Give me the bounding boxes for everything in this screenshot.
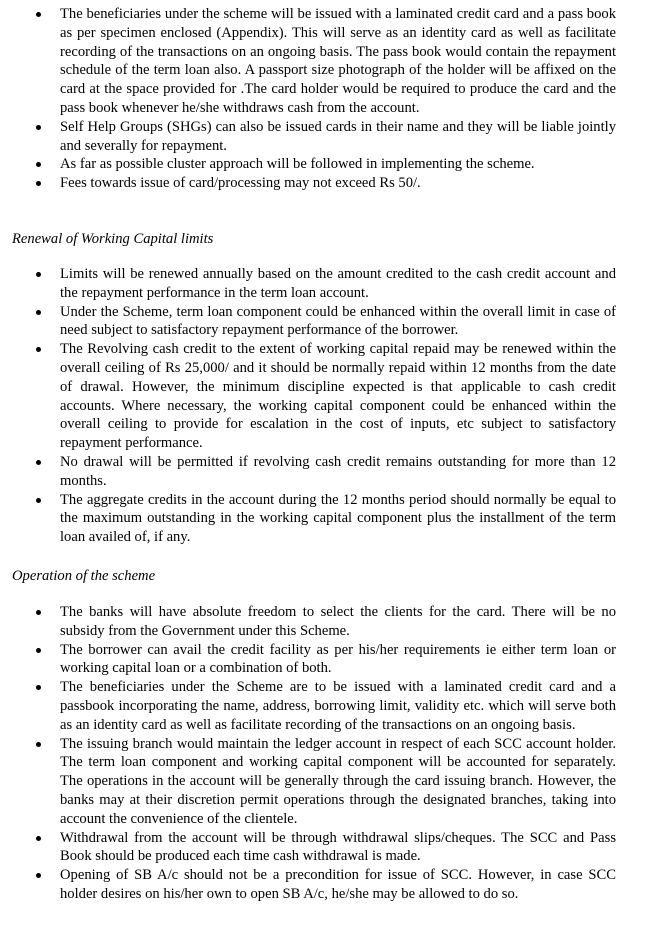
section-heading-renewal: Renewal of Working Capital limits <box>12 231 214 247</box>
bullet-icon <box>36 836 41 841</box>
bullet-icon <box>36 310 41 315</box>
bullet-icon <box>36 742 41 747</box>
section2-bullet-list <box>36 265 616 547</box>
bullet-text: Under the Scheme, term loan component could be enhanced within the overall limit in case of need subject to satisfactory repayment performance of the borrower. <box>60 303 616 339</box>
bullet-text: The aggregate credits in the account during the 12 months period should normally be equal to the maximum outstanding in the working capital component plus the installment of the term loan availed of, if any. <box>60 491 616 546</box>
bullet-icon <box>36 460 41 465</box>
list-item <box>36 678 616 734</box>
bullet-text: Fees towards issue of card/processing may not exceed Rs 50/. <box>60 175 421 192</box>
section-heading-operation: Operation of the scheme <box>12 568 156 584</box>
bullet-icon <box>36 125 41 130</box>
bullet-text: Limits will be renewed annually based on the amount credited to the cash credit account and the repayment performance in the term loan account. <box>60 266 616 301</box>
bullet-icon <box>36 648 41 653</box>
bullet-text: As far as possible cluster approach will be followed in implementing the scheme. <box>60 156 535 173</box>
bullet-text: The beneficiaries under the scheme will be issued with a laminated credit card and a pass book as per specimen enclosed (Appendix). This will serve as an identity card as well as facilitate recording of the transactions on an ongoing basis. The pass book would contain the repayment schedule of the term loan also. A passport size photograph of the holder will be affixed on the card at the space provided for .The card holder would be required to produce the card and the pass book whenever he/she withdraws cash from the account. <box>60 6 616 116</box>
list-item <box>36 265 616 303</box>
list-item <box>36 174 616 193</box>
list-item <box>36 866 616 904</box>
list-item <box>36 491 616 547</box>
bullet-text: No drawal will be permitted if revolving cash credit remains outstanding for more than 12 months. <box>60 453 616 489</box>
list-item <box>36 118 616 156</box>
bullet-text: The issuing branch would maintain the ledger account in respect of each SCC account holder. The term loan component and working capital component will be accounted for separately. The operations in the account will be generally through the card issuing branch. However, the banks may at their discretion permit operations through the designated branches, taking into account the convenience of the clientele. <box>60 735 616 827</box>
list-item <box>36 155 616 174</box>
list-item <box>36 829 616 867</box>
list-item <box>36 303 616 341</box>
bullet-icon <box>36 162 41 167</box>
list-item <box>36 603 616 641</box>
list-item <box>36 453 616 491</box>
bullet-text: Withdrawal from the account will be through withdrawal slips/cheques. The SCC and Pass Book should be produced each time cash withdrawal is made. <box>60 829 616 865</box>
section1-bullet-list <box>36 5 616 193</box>
section3-bullet-list <box>36 603 616 904</box>
bullet-icon <box>36 498 41 503</box>
bullet-icon <box>36 181 41 186</box>
bullet-icon <box>36 610 41 615</box>
bullet-icon <box>36 347 41 352</box>
bullet-text: The banks will have absolute freedom to select the clients for the card. There will be no subsidy from the Government under this Scheme. <box>60 604 616 639</box>
list-item <box>36 735 616 829</box>
list-item <box>36 5 616 118</box>
bullet-icon <box>36 873 41 878</box>
bullet-text: The beneficiaries under the Scheme are to be issued with a laminated credit card and a passbook incorporating the name, address, borrowing limit, validity etc. which will serve both as an identity card as well as facilitate recording of the transactions on an ongoing basis. <box>60 679 616 733</box>
bullet-icon <box>36 272 41 277</box>
list-item <box>36 641 616 679</box>
bullet-icon <box>36 12 41 17</box>
bullet-text: Opening of SB A/c should not be a precondition for issue of SCC. However, in case SCC holder desires on his/her own to open SB A/c, he/she may be allowed to do so. <box>60 867 616 902</box>
bullet-text: The borrower can avail the credit facility as per his/her requirements ie either term loan or working capital loan or a combination of both. <box>60 641 616 677</box>
bullet-text: The Revolving cash credit to the extent of working capital repaid may be renewed within the overall ceiling of Rs 25,000/ and it should be normally repaid within 12 months from the date of drawal. However, the minimum discipline expected is that applicable to cash credit accounts. Where necessary, the working capital component could be enhanced within the overall ceiling to provide for escalation in the cost of inputs, etc subject to satisfactory repayment performance. <box>60 341 616 452</box>
bullet-text: Self Help Groups (SHGs) can also be issued cards in their name and they will be liable jointly and severally for repayment. <box>60 118 616 154</box>
list-item <box>36 340 616 453</box>
bullet-icon <box>36 685 41 690</box>
